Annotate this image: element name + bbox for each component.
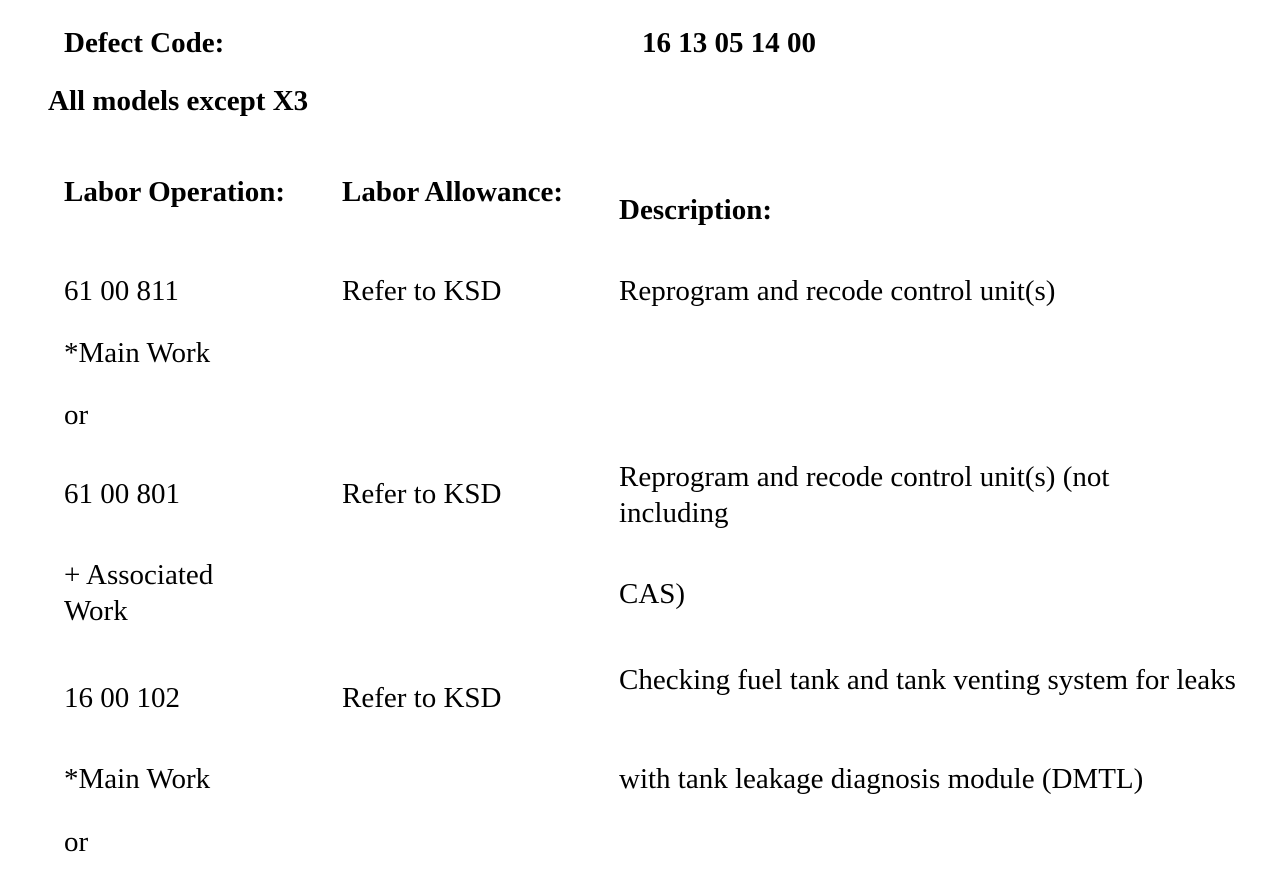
labor-operation-cell: 61 00 811: [64, 275, 179, 307]
labor-operation-cell: 61 00 801: [64, 478, 180, 510]
labor-operation-cell: *Main Work: [64, 763, 211, 795]
labor-operation-cell: or: [64, 826, 89, 858]
column-header-labor-operation: Labor Operation:: [64, 176, 285, 208]
labor-operation-cell: or: [64, 399, 89, 431]
column-header-labor-allowance: Labor Allowance:: [342, 176, 563, 208]
description-cell: Checking fuel tank and tank venting system for leaks: [619, 664, 1236, 696]
defect-code-label: Defect Code:: [64, 27, 225, 59]
description-cell: Reprogram and recode control unit(s) (not including: [619, 461, 1110, 529]
defect-code-value: 16 13 05 14 00: [642, 27, 816, 59]
labor-allowance-cell: Refer to KSD: [342, 275, 502, 307]
labor-allowance-cell: Refer to KSD: [342, 478, 502, 510]
models-note: All models except X3: [48, 85, 309, 117]
labor-allowance-cell: Refer to KSD: [342, 682, 502, 714]
labor-operation-cell: 16 00 102: [64, 682, 180, 714]
labor-operation-cell: *Main Work: [64, 337, 211, 369]
description-cell: CAS): [619, 578, 686, 610]
labor-operation-cell: + Associated Work: [64, 559, 214, 627]
description-cell: Reprogram and recode control unit(s): [619, 275, 1056, 307]
description-cell: with tank leakage diagnosis module (DMTL): [619, 763, 1144, 795]
column-header-description: Description:: [619, 194, 773, 226]
